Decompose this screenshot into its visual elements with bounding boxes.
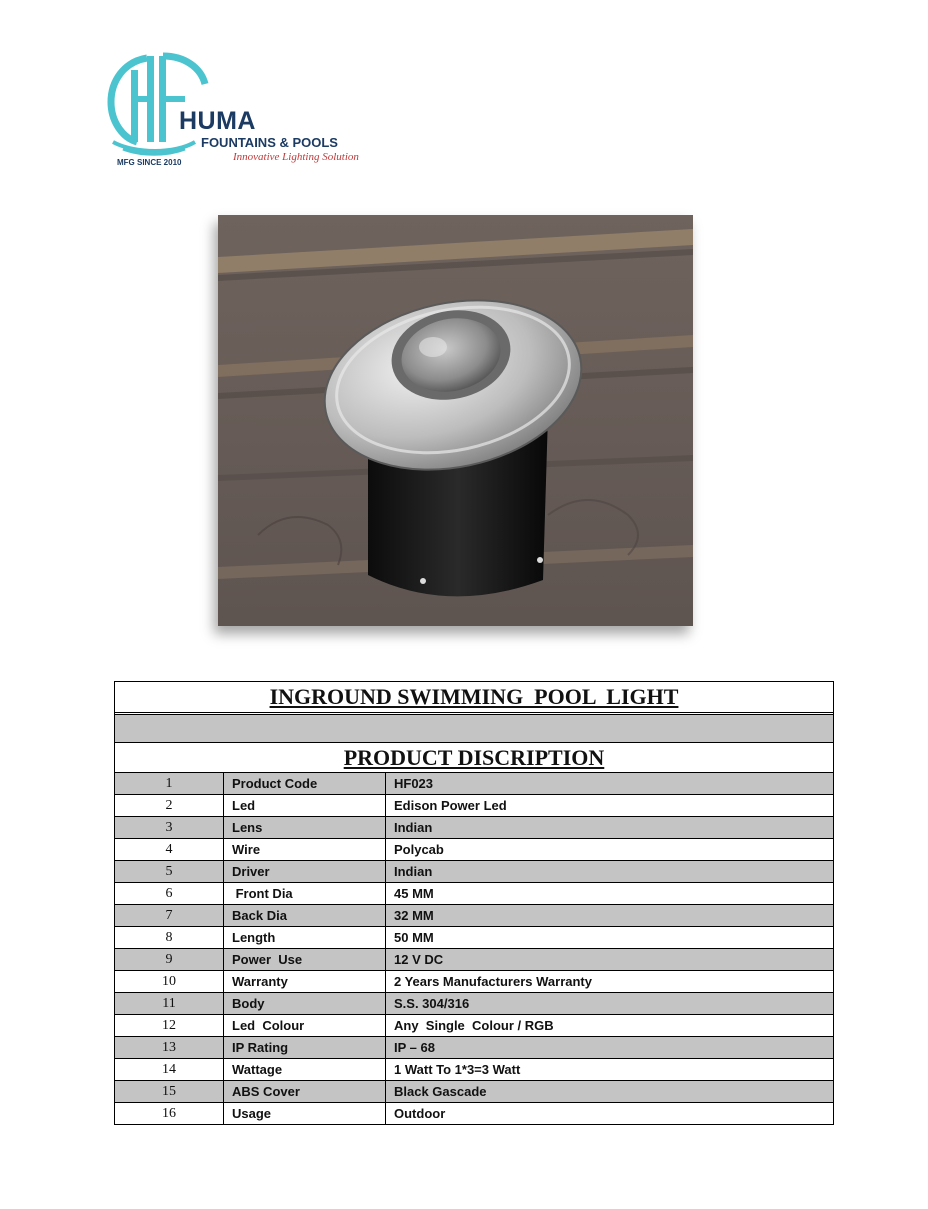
row-number: 10	[115, 971, 224, 992]
row-label: Front Dia	[224, 883, 386, 904]
table-row	[115, 883, 833, 905]
row-label: Wattage	[224, 1059, 386, 1080]
table-row	[115, 993, 833, 1015]
row-number: 1	[115, 773, 224, 794]
table-row	[115, 817, 833, 839]
row-value: 32 MM	[394, 908, 434, 923]
row-label: Power Use	[224, 949, 386, 970]
table-row	[115, 839, 833, 861]
table-row	[115, 1103, 833, 1124]
row-value: HF023	[394, 776, 434, 791]
table-row	[115, 905, 833, 927]
row-number: 4	[115, 839, 224, 860]
row-value: Black Gascade	[394, 1084, 487, 1099]
table-row	[115, 861, 833, 883]
row-label: Lens	[224, 817, 386, 838]
row-number: 2	[115, 795, 224, 816]
row-label: Usage	[224, 1103, 386, 1124]
table-row	[115, 971, 833, 993]
table-row	[115, 1015, 833, 1037]
row-value: Polycab	[394, 842, 444, 857]
row-number: 7	[115, 905, 224, 926]
row-number: 3	[115, 817, 224, 838]
table-title-row	[115, 682, 833, 715]
row-number: 5	[115, 861, 224, 882]
row-value: Any Single Colour / RGB	[394, 1018, 554, 1033]
table-subtitle: PRODUCT DISCRIPTION	[343, 744, 605, 770]
row-label: Body	[224, 993, 386, 1014]
row-value: 12 V DC	[394, 952, 444, 967]
row-value: 1 Watt To 1*3=3 Watt	[394, 1062, 521, 1077]
row-number: 12	[115, 1015, 224, 1036]
row-label: Warranty	[224, 971, 386, 992]
row-number: 16	[115, 1103, 224, 1124]
table-subtitle-row	[115, 743, 833, 773]
row-value: 45 MM	[394, 886, 434, 901]
row-value: 2 Years Manufacturers Warranty	[394, 974, 592, 989]
brand-tagline: Innovative Lighting Solution	[233, 151, 359, 163]
row-value: 50 MM	[394, 930, 434, 945]
row-label: Led Colour	[224, 1015, 386, 1036]
table-spacer-band	[115, 715, 833, 743]
table-row	[115, 1037, 833, 1059]
product-spec-table	[114, 681, 834, 1125]
row-label: Product Code	[224, 773, 386, 794]
row-number: 9	[115, 949, 224, 970]
row-value: Edison Power Led	[394, 798, 507, 813]
row-value: S.S. 304/316	[394, 996, 470, 1011]
product-photo	[218, 215, 693, 626]
row-number: 14	[115, 1059, 224, 1080]
table-row	[115, 1081, 833, 1103]
inground-pool-light-image	[218, 215, 693, 626]
row-label: IP Rating	[224, 1037, 386, 1058]
row-value: IP – 68	[394, 1040, 435, 1055]
table-row	[115, 773, 833, 795]
brand-name: HUMA	[179, 107, 256, 135]
row-number: 8	[115, 927, 224, 948]
hf-monogram-icon	[105, 50, 215, 160]
brand-subtitle: FOUNTAINS & POOLS	[201, 135, 338, 150]
table-row	[115, 949, 833, 971]
table-row	[115, 927, 833, 949]
row-label: Wire	[224, 839, 386, 860]
row-label: ABS Cover	[224, 1081, 386, 1102]
table-row	[115, 1059, 833, 1081]
row-number: 13	[115, 1037, 224, 1058]
brand-since: MFG SINCE 2010	[117, 158, 182, 167]
row-label: Driver	[224, 861, 386, 882]
row-number: 11	[115, 993, 224, 1014]
row-number: 6	[115, 883, 224, 904]
row-number: 15	[115, 1081, 224, 1102]
row-value: Indian	[394, 820, 433, 835]
table-row	[115, 795, 833, 817]
row-label: Length	[224, 927, 386, 948]
row-label: Led	[224, 795, 386, 816]
row-value: Indian	[394, 864, 433, 879]
company-logo	[105, 50, 365, 175]
table-title: INGROUND SWIMMING POOL LIGHT	[269, 684, 679, 709]
row-label: Back Dia	[224, 905, 386, 926]
row-value: Outdoor	[394, 1106, 446, 1121]
